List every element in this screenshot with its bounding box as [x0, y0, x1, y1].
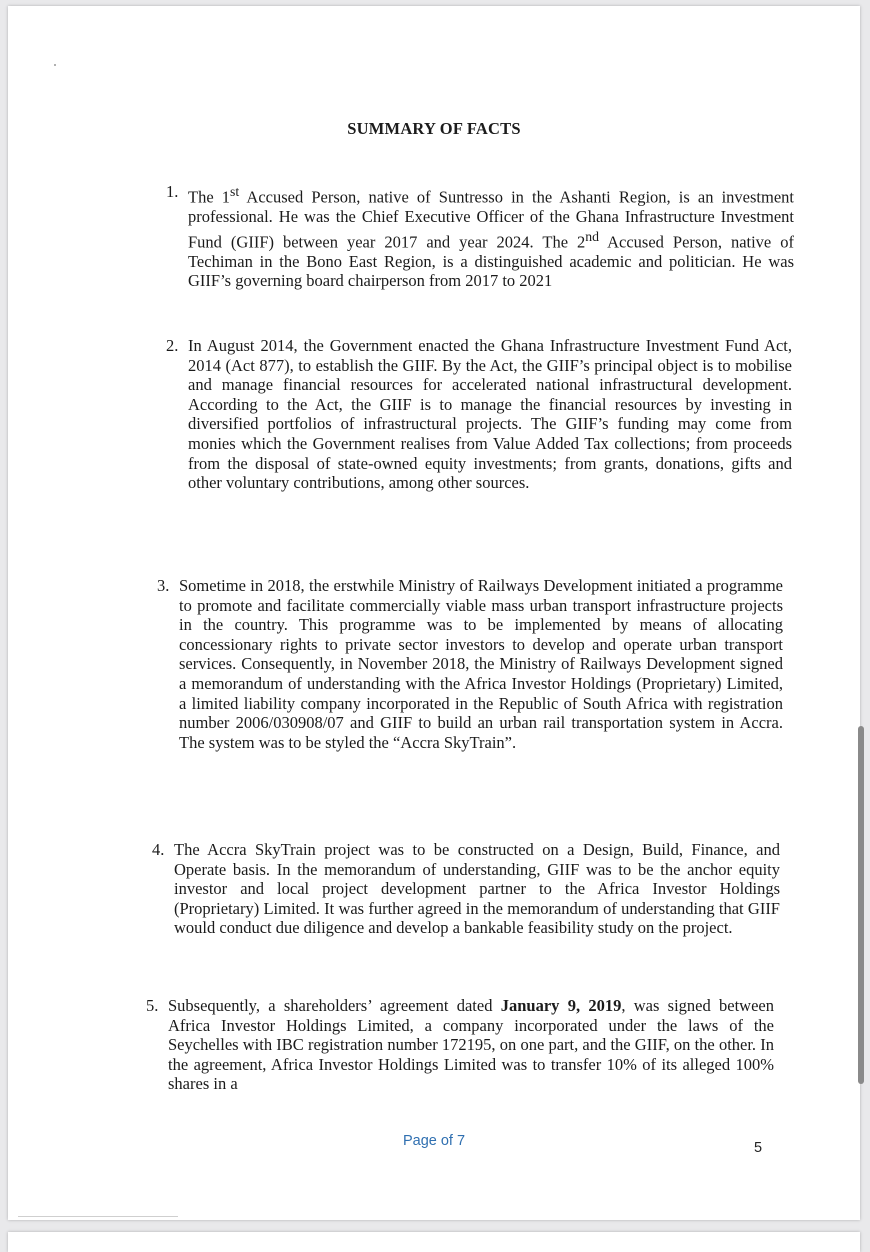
paragraph-number: 3.: [157, 576, 170, 595]
paragraph-number: 2.: [166, 336, 179, 355]
page-title: SUMMARY OF FACTS: [347, 119, 521, 138]
paragraph-1: [166, 182, 794, 291]
paragraph-text: The 1st Accused Person, native of Suntresso in the Ashanti Region, is an investment professional. He was the Chief Executive Officer of the Ghana Infrastructure Investment Fund (GIIF) between year 2017 and year 2024. The 2nd Accused Person, native of Techiman in the Bono East Region, is a distinguished academic and politician. He was GIIF’s governing board chairperson from 2017 to 2021: [188, 184, 794, 291]
page-number: 5: [754, 1140, 763, 1156]
paragraph-number: 5.: [146, 996, 159, 1015]
paragraph-3: [157, 576, 783, 752]
scan-speck: [54, 64, 56, 66]
paragraph-number: 1.: [166, 182, 179, 201]
document-page: [8, 6, 860, 1220]
paragraph-number: 4.: [152, 840, 165, 859]
paragraph-text: The Accra SkyTrain project was to be constructed on a Design, Build, Finance, and Operate basis. In the memorandum of understanding, GIIF was to be the anchor equity investor and local project development partner to the Africa Investor Holdings (Proprietary) Limited. It was further agreed in the memorandum of understanding that GIIF would conduct due diligence and develop a bankable feasibility study on the project.: [174, 840, 780, 938]
paragraph-text: In August 2014, the Government enacted the Ghana Infrastructure Investment Fund Act, 2014 (Act 877), to establish the GIIF. By the Act, the GIIF’s principal object is to mobilise and manage financial resources for accelerated national infrastructural development. According to the Act, the GIIF is to manage the financial resources by investing in diversified portfolios of infrastructural projects. The GIIF’s funding may come from monies which the Government realises from Value Added Tax collections; from proceeds from the disposal of state-owned equity investments; from grants, donations, gifts and other voluntary contributions, among other sources.: [188, 336, 792, 493]
paragraph-2: [166, 336, 792, 493]
next-page-edge: [8, 1232, 860, 1252]
page-of-label: Page of 7: [402, 1133, 466, 1149]
scrollbar-thumb[interactable]: [858, 726, 864, 1084]
paragraph-text: Sometime in 2018, the erstwhile Ministry of Railways Development initiated a programme to promote and facilitate commercially viable mass urban transport infrastructure projects in the country. This programme was to be implemented by means of allocating concessionary rights to private sector investors to develop and operate urban transport services. Consequently, in November 2018, the Ministry of Railways Development signed a memorandum of understanding with the Africa Investor Holdings (Proprietary) Limited, a limited liability company incorporated in the Republic of South Africa with registration number 2006/030908/07 and GIIF to build an urban rail transportation system in Accra. The system was to be styled the “Accra SkyTrain”.: [179, 576, 783, 752]
paragraph-5: [146, 996, 774, 1094]
page-divider: [18, 1216, 178, 1217]
paragraph-4: [152, 840, 780, 938]
paragraph-text: Subsequently, a shareholders’ agreement dated January 9, 2019, was signed between Africa Investor Holdings Limited, a company incorporated under the laws of the Seychelles with IBC registration number 172195, on one part, and the GIIF, on the other. In the agreement, Africa Investor Holdings Limited was to transfer 10% of its alleged 100% shares in a: [168, 996, 774, 1094]
